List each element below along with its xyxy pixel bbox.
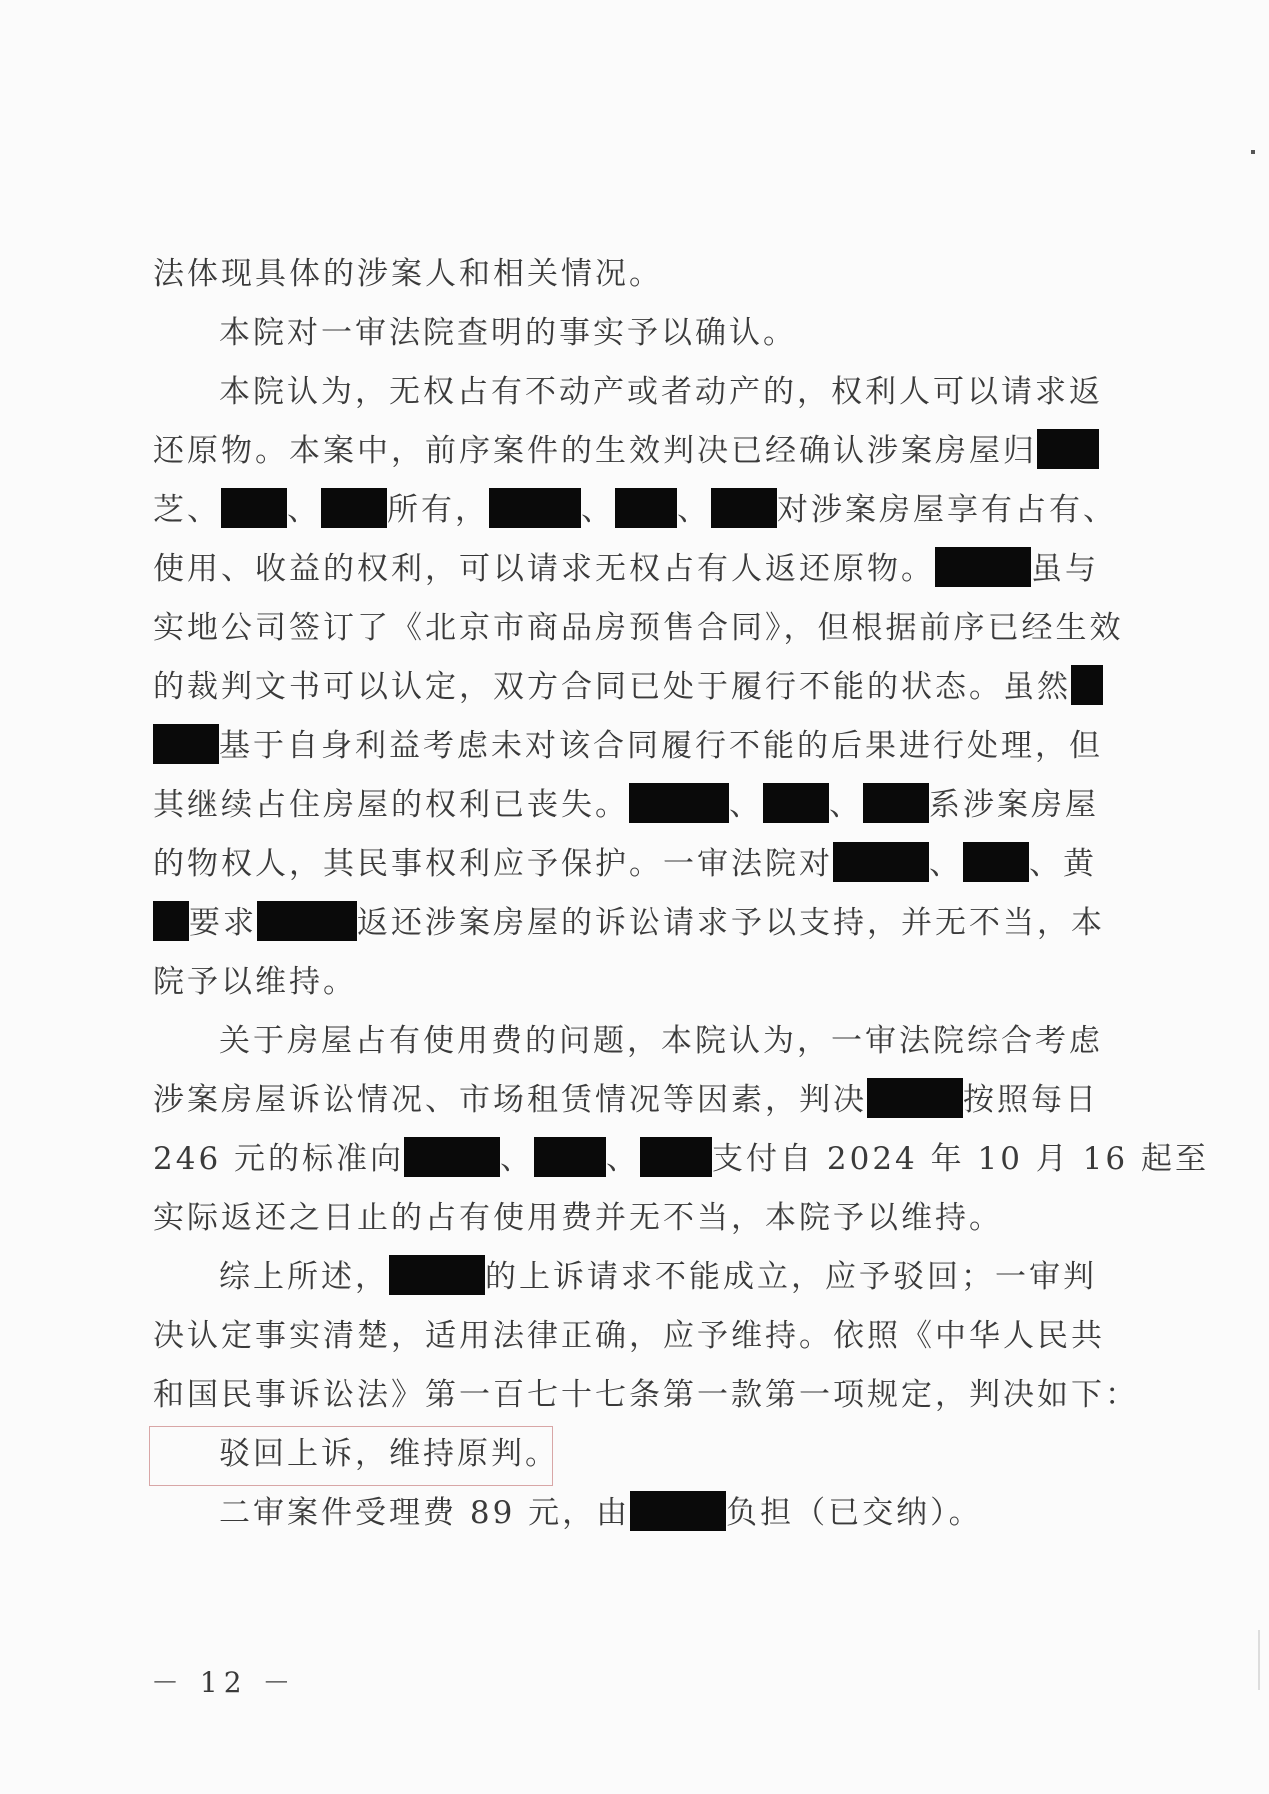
text-line: 本院对一审法院查明的事实予以确认。: [219, 315, 797, 351]
text-line: 基于自身利益考虑未对该合同履行不能的后果进行处理，但: [153, 716, 1095, 776]
redaction-block: [221, 488, 287, 528]
text-line: 本院认为，无权占有不动产或者动产的，权利人可以请求返: [219, 374, 1103, 410]
redaction-block: [833, 842, 929, 882]
redaction-block: [640, 1137, 712, 1177]
redaction-block: [534, 1137, 606, 1177]
text-line: 综上所述， 的上诉请求不能成立，应予驳回；一审判: [219, 1247, 1095, 1307]
text-line: 的物权人，其民事权利应予保护。一审法院对 、 、黄: [153, 834, 1095, 894]
text-line: 法体现具体的涉案人和相关情况。: [153, 256, 663, 292]
text-line: 要求 返还涉案房屋的诉讼请求予以支持，并无不当，本: [153, 893, 1095, 953]
redaction-block: [629, 783, 729, 823]
redaction-block: [863, 783, 929, 823]
redaction-block: [489, 488, 581, 528]
text-line: 二审案件受理费 89 元，由 负担（已交纳）。: [219, 1483, 1095, 1543]
scan-artifact: [1251, 150, 1255, 154]
redaction-block: [1037, 429, 1099, 469]
redaction-block: [257, 901, 357, 941]
redaction-block: [404, 1137, 500, 1177]
redaction-block: [321, 488, 387, 528]
redaction-block: [630, 1491, 726, 1531]
redaction-block: [763, 783, 829, 823]
redaction-block: [615, 488, 677, 528]
redaction-block: [935, 547, 1031, 587]
text-line: 芝、 、 所有， 、 、 对涉案房屋享有占有、: [153, 480, 1095, 540]
text-line: 实地公司签订了《北京市商品房预售合同》，但根据前序已经生效: [153, 610, 1124, 646]
scan-artifact: [1258, 1630, 1260, 1690]
verdict-line: 驳回上诉，维持原判。: [219, 1436, 559, 1472]
text-line: 的裁判文书可以认定，双方合同已处于履行不能的状态。虽然: [153, 657, 1095, 717]
redaction-block: [1071, 665, 1103, 705]
text-line: 实际返还之日止的占有使用费并无不当，本院予以维持。: [153, 1200, 1003, 1236]
redaction-block: [153, 901, 189, 941]
text-line: 使用、收益的权利，可以请求无权占有人返还原物。 虽与: [153, 539, 1095, 599]
text-line: 决认定事实清楚，适用法律正确，应予维持。依照《中华人民共: [153, 1318, 1105, 1354]
text-line: 和国民事诉讼法》第一百七十七条第一款第一项规定，判决如下：: [153, 1377, 1139, 1413]
redaction-block: [389, 1255, 485, 1295]
text-line: 院予以维持。: [153, 964, 357, 1000]
redaction-block: [153, 724, 219, 764]
redaction-block: [867, 1078, 963, 1118]
text-line: 涉案房屋诉讼情况、市场租赁情况等因素，判决 按照每日: [153, 1070, 1095, 1130]
text-line: 还原物。本案中，前序案件的生效判决已经确认涉案房屋归: [153, 421, 1095, 481]
text-line: 246 元的标准向 、 、 支付自 2024 年 10 月 16 起至: [153, 1129, 1095, 1189]
text-line: 其继续占住房屋的权利已丧失。 、 、 系涉案房屋: [153, 775, 1095, 835]
redaction-block: [963, 842, 1029, 882]
text-line: 关于房屋占有使用费的问题，本院认为，一审法院综合考虑: [219, 1023, 1103, 1059]
page-number: － 12 －: [151, 1666, 297, 1699]
redaction-block: [711, 488, 777, 528]
